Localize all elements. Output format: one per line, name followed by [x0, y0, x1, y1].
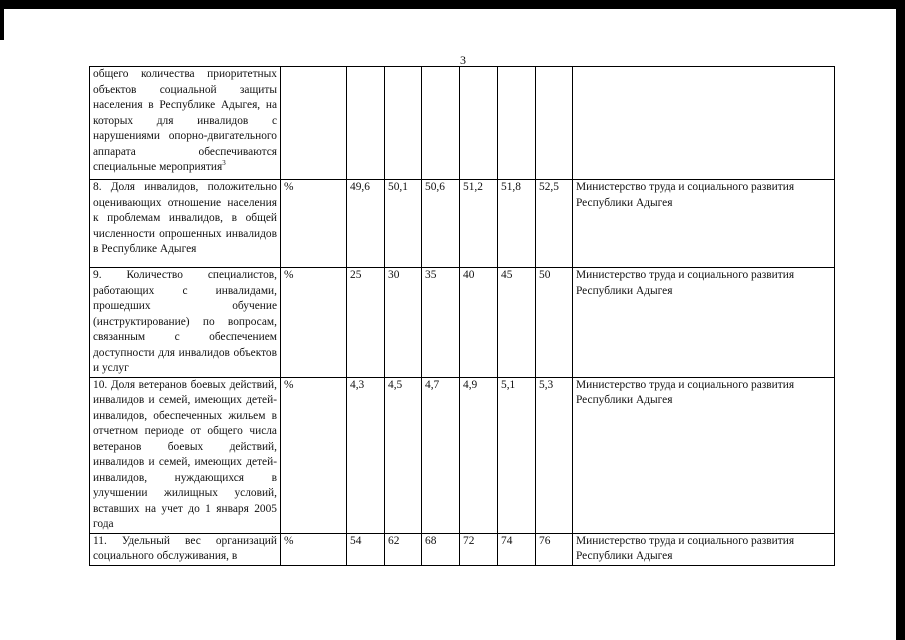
indicator-name-cell [90, 67, 281, 180]
table-row [90, 533, 835, 565]
value-cell: 50 [536, 268, 573, 378]
value-cell: 76 [536, 533, 573, 565]
value-cell: 72 [460, 533, 498, 565]
unit-cell [281, 67, 347, 180]
value-cell: 52,5 [536, 180, 573, 268]
scan-border-right [896, 0, 905, 640]
value-cell: 62 [385, 533, 422, 565]
scan-border-top [0, 0, 905, 9]
unit-cell: % [281, 533, 347, 565]
value-cell: 25 [347, 268, 385, 378]
scan-border-left [0, 0, 4, 40]
responsible-cell: Министерство труда и социального развития Республики Адыгея [573, 180, 835, 268]
value-cell: 74 [498, 533, 536, 565]
value-cell: 49,6 [347, 180, 385, 268]
table-row [90, 67, 835, 180]
indicator-name-cell: 10. Доля ветеранов боевых действий, инвалидов и семей, имеющих детей-инвалидов, обеспеченных жильем в отчетном периоде от общего числа ветеранов боевых действий, инвалидов и семей, имеющих детей-инвалидов, нуждающихся в улучшении жилищных условий, вставших на учет до 1 января 2005 года [90, 377, 281, 533]
value-cell: 50,1 [385, 180, 422, 268]
value-cell: 51,8 [498, 180, 536, 268]
value-cell [498, 67, 536, 180]
value-cell: 51,2 [460, 180, 498, 268]
table-row [90, 268, 835, 378]
value-cell [385, 67, 422, 180]
unit-cell: % [281, 180, 347, 268]
value-cell: 54 [347, 533, 385, 565]
value-cell: 40 [460, 268, 498, 378]
value-cell: 50,6 [422, 180, 460, 268]
responsible-cell: Министерство труда и социального развития Республики Адыгея [573, 268, 835, 378]
value-cell: 4,3 [347, 377, 385, 533]
value-cell: 68 [422, 533, 460, 565]
table-row [90, 180, 835, 268]
indicator-name: общего количества приоритетных объектов социальной защиты населения в Республике Адыгея, на которых для инвалидов с нарушениями опорно-двигательного аппарата обеспечиваются специальные мероприятия [93, 68, 277, 173]
value-cell: 4,7 [422, 377, 460, 533]
value-cell: 5,3 [536, 377, 573, 533]
unit-cell: % [281, 377, 347, 533]
table-row [90, 377, 835, 533]
value-cell: 30 [385, 268, 422, 378]
value-cell: 5,1 [498, 377, 536, 533]
value-cell [460, 67, 498, 180]
responsible-cell: Министерство труда и социального развития Республики Адыгея [573, 533, 835, 565]
indicator-name-cell: 8. Доля инвалидов, положительно оценивающих отношение населения к проблемам инвалидов, в общей численности опрошенных инвалидов в Республике Адыгея [90, 180, 281, 268]
unit-cell: % [281, 268, 347, 378]
footnote-mark: 3 [222, 159, 226, 168]
indicator-name-cell: 11. Удельный вес организаций социального обслуживания, в [90, 533, 281, 565]
page-number: 3 [460, 53, 466, 67]
value-cell [536, 67, 573, 180]
value-cell: 45 [498, 268, 536, 378]
value-cell: 4,5 [385, 377, 422, 533]
value-cell [422, 67, 460, 180]
responsible-cell: Министерство труда и социального развития Республики Адыгея [573, 377, 835, 533]
value-cell: 35 [422, 268, 460, 378]
indicator-name-cell: 9. Количество специалистов, работающих с инвалидами, прошедших обучение (инструктирование) по вопросам, связанным с обеспечением доступности для инвалидов объектов и услуг [90, 268, 281, 378]
responsible-cell [573, 67, 835, 180]
value-cell: 4,9 [460, 377, 498, 533]
indicators-table [89, 66, 835, 566]
value-cell [347, 67, 385, 180]
